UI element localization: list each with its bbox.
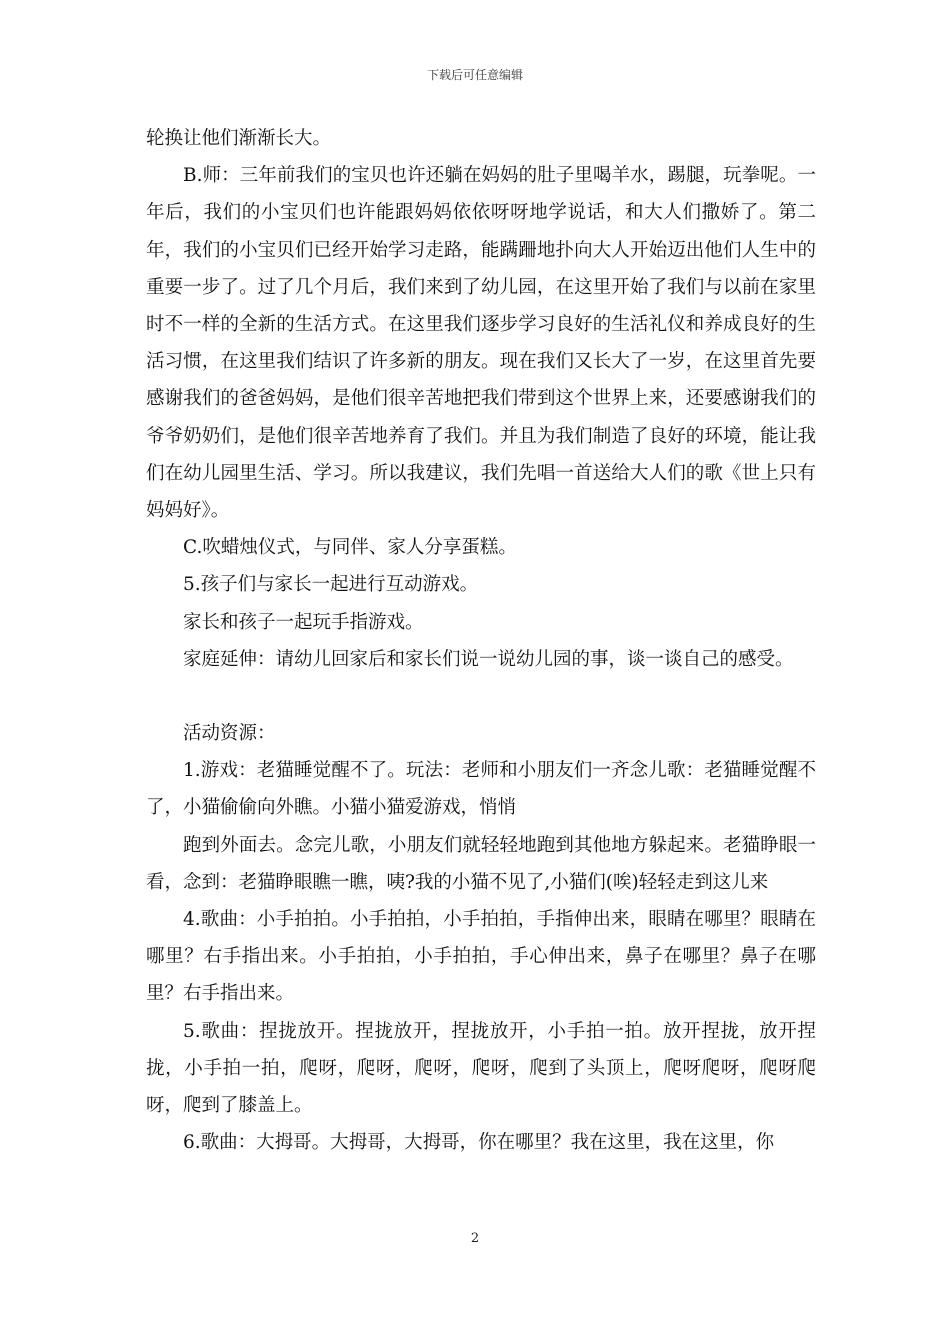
page-number: 2 [470,1231,480,1246]
paragraph-song-thumb: 6.歌曲：大拇哥。大拇哥，大拇哥，你在哪里？我在这里，我在这里，你 [183,1132,775,1154]
paragraph-resource-game-continued: 跑到外面去。念完儿歌，小朋友们就轻轻地跑到其他地方躲起来。老猫睁眼一看，念到：老猫睁眼瞧一瞧，咦?我的小猫不见了,小猫们(唉)轻轻走到这儿来 [146,834,816,893]
paragraph-family-extension: 家庭延伸：请幼儿回家后和家长们说一说幼儿园的事，谈一谈自己的感受。 [183,648,794,670]
paragraph-continuation: 轮换让他们渐渐长大。 [146,128,332,149]
paragraph-teacher-speech: B.师：三年前我们的宝贝也许还躺在妈妈的肚子里喝羊水，踢腿，玩拳呢。一年后，我们的小宝贝们也许能跟妈妈依依呀呀地学说话，和大人们撒娇了。第二年，我们的小宝贝们已经开始学习走路，能蹒跚地扑向大人开始迈出他们人生中的重要一步了。过了几个月后，我们来到了幼儿园，在这里开始了我们与以前在家里时不一样的全新的生活方式。在这里我们逐步学习良好的生活礼仪和养成良好的生活习惯，在这里我们结识了许多新的朋友。现在我们又长大了一岁，在这里首先要感谢我们的爸爸妈妈，是他们很辛苦地把我们带到这个世界上来，还要感谢我们的爷爷奶奶们，是他们很辛苦地养育了我们。并且为我们制造了良好的环境，能让我们在幼儿园里生活、学习。所以我建议，我们先唱一首送给大人们的歌《世上只有妈妈好》。 [146,165,816,522]
page-header: 下载后可任意编辑 [426,68,523,82]
paragraph-resource-game: 1.游戏：老猫睡觉醒不了。玩法：老师和小朋友们一齐念儿歌：老猫睡觉醒不了，小猫偷偷向外瞧。小猫小猫爱游戏，悄悄 [146,760,816,819]
paragraph-spacer [146,678,816,715]
section-heading-resources: 活动资源： [183,723,276,745]
paragraph-finger-game: 家长和孩子一起玩手指游戏。 [183,611,424,633]
document-body [146,120,816,1161]
paragraph-candle-ceremony: C.吹蜡烛仪式，与同伴、家人分享蛋糕。 [183,537,517,559]
paragraph-song-clap-hands: 4.歌曲：小手拍拍。小手拍拍，小手拍拍，手指伸出来，眼睛在哪里？眼睛在哪里？右手指出来。小手拍拍，小手拍拍，手心伸出来，鼻子在哪里？鼻子在哪里？右手指出来。 [146,909,816,1005]
paragraph-song-open-close: 5.歌曲：捏拢放开。捏拢放开，捏拢放开，小手拍一拍。放开捏拢，放开捏拢，小手拍一拍，爬呀，爬呀，爬呀，爬呀，爬到了头顶上，爬呀爬呀，爬呀爬呀，爬到了膝盖上。 [146,1020,816,1117]
paragraph-interactive-game: 5.孩子们与家长一起进行互动游戏。 [183,574,479,596]
